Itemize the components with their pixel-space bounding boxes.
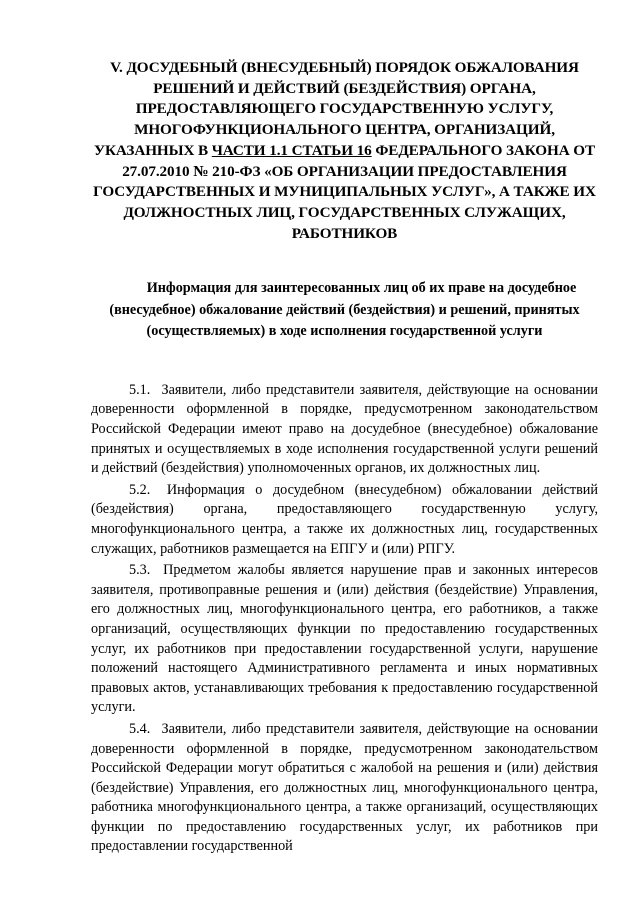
law-article-link[interactable]: ЧАСТИ 1.1 СТАТЬИ 16 xyxy=(211,141,372,159)
section-heading xyxy=(91,58,598,244)
heading-text-part2: ФЕДЕРАЛЬНОГО ЗАКОНА ОТ 27.07.2010 № 210-ФЗ «ОБ ОРГАНИЗАЦИИ ПРЕДОСТАВЛЕНИЯ ГОСУДАРСТВЕННЫХ И МУНИЦИПАЛЬНЫХ УСЛУГ», А ТАКЖЕ ИХ ДОЛЖНОСТНЫХ ЛИЦ, ГОСУДАРСТВЕННЫХ СЛУЖАЩИХ, РАБОТНИКОВ xyxy=(93,141,596,242)
paragraph-number: 5.3. xyxy=(129,562,151,579)
paragraph-text: Информация о досудебном (внесудебном) обжаловании действий (бездействия) органа, предоставляющего государственную услугу, многофункционального центра, а также их должностных лиц, государственных служащих, работников размещается на ЕПГУ и (или) РПГУ. xyxy=(91,481,598,557)
section-subheading: Информация для заинтересованных лиц об их праве на досудебное (внесудебное) обжалование действий (бездействия) и решений, принятых (осуществляемых) в ходе исполнения государственной услуги xyxy=(109,280,580,340)
paragraph-number: 5.2. xyxy=(129,481,151,498)
paragraph-number: 5.1. xyxy=(129,381,151,398)
paragraph-list xyxy=(91,381,598,857)
paragraph-text: Заявители, либо представители заявителя, действующие на основании доверенности оформленной в порядке, предусмотренном законодательством Российской Федерации могут обратиться с жалобой на решения и (или) действия (бездействие) Управления, его должностных лиц, многофункционального центра, работника многофункционального центра, а также организаций, осуществляющих функции по предоставлению государственных услуг, их работников при предоставлении государственной xyxy=(91,720,598,855)
paragraph-number: 5.4. xyxy=(129,720,151,737)
paragraph-5-2 xyxy=(91,481,598,559)
heading-text-part1: V. ДОСУДЕБНЫЙ (ВНЕСУДЕБНЫЙ) ПОРЯДОК ОБЖАЛОВАНИЯ РЕШЕНИЙ И ДЕЙСТВИЙ (БЕЗДЕЙСТВИЯ) ОРГАНА, ПРЕДОСТАВЛЯЮЩЕГО ГОСУДАРСТВЕННУЮ УСЛУГУ, МНОГОФУНКЦИОНАЛЬНОГО ЦЕНТРА, ОРГАНИЗАЦИЙ, УКАЗАННЫХ В xyxy=(93,59,579,159)
paragraph-5-4 xyxy=(91,720,598,857)
paragraph-text: Предметом жалобы является нарушение прав и законных интересов заявителя, противоправные решения и (или) действия (бездействие) Управления, его должностных лиц, многофункционального центра, его работников, а также организаций, осуществляющих функции по предоставлению государственных услуг, их работников при предоставлении государственной услуги, нарушение положений настоящего Административного регламента и иных нормативных правовых актов, устанавливающих требования к предоставлению государственной услуги. xyxy=(91,562,599,716)
paragraph-5-3 xyxy=(91,561,598,718)
paragraph-text: Заявители, либо представители заявителя, действующие на основании доверенности оформленной в порядке, предусмотренном законодательством Российской Федерации имеют право на досудебное (внесудебное) обжалование принятых и осуществляемых в ходе исполнения государственной услуги решений и действий (бездействия) уполномоченных органов, их должностных лиц. xyxy=(91,381,598,477)
paragraph-5-1 xyxy=(91,381,598,479)
